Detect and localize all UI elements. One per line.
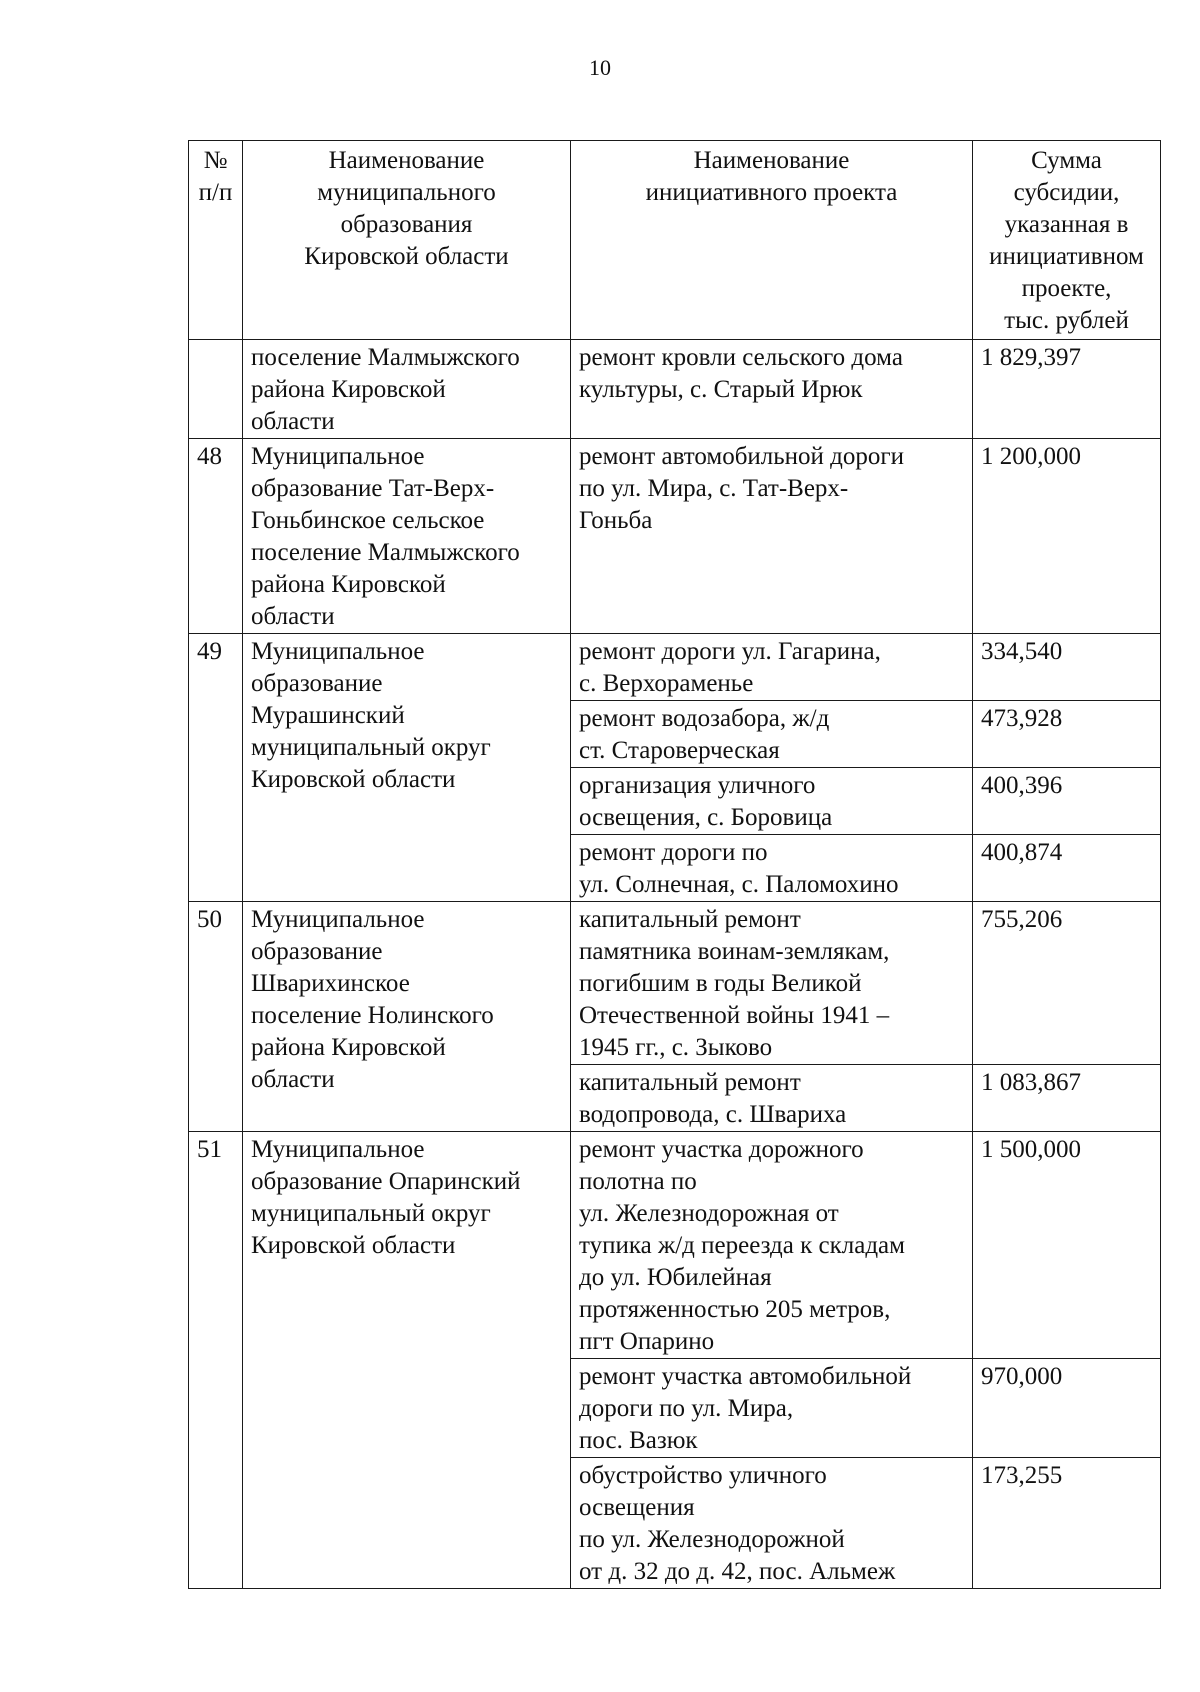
subsidy-amount: 1 200,000 (973, 439, 1161, 634)
municipality-name: Муниципальное образование Шварихинское поселение Нолинского района Кировской области (243, 902, 571, 1132)
project-name: ремонт участка дорожного полотна по ул. Железнодорожная от тупика ж/д переезда к складам до ул. Юбилейная протяженностью 205 метров, пгт Опарино (571, 1132, 973, 1359)
project-name: капитальный ремонт водопровода, с. Швариха (571, 1065, 973, 1132)
subsidy-amount: 400,874 (973, 835, 1161, 902)
header-municipality: Наименование муниципального образования Кировской области (243, 141, 571, 340)
project-name: организация уличного освещения, с. Боровица (571, 768, 973, 835)
project-name: ремонт дороги ул. Гагарина, с. Верхораменье (571, 634, 973, 701)
subsidy-amount: 473,928 (973, 701, 1161, 768)
project-name: капитальный ремонт памятника воинам-землякам, погибшим в годы Великой Отечественной войны 1941 – 1945 гг., с. Зыково (571, 902, 973, 1065)
header-number: № п/п (189, 141, 243, 340)
row-number: 50 (189, 902, 243, 1132)
project-name: ремонт кровли сельского дома культуры, с. Старый Ирюк (571, 340, 973, 439)
subsidy-amount: 970,000 (973, 1359, 1161, 1458)
subsidy-amount: 1 829,397 (973, 340, 1161, 439)
municipality-name: поселение Малмыжского района Кировской области (243, 340, 571, 439)
subsidy-amount: 1 083,867 (973, 1065, 1161, 1132)
row-number: 49 (189, 634, 243, 902)
page-number: 10 (589, 55, 611, 80)
table-row (189, 634, 1161, 701)
table-row (189, 340, 1161, 439)
subsidy-amount: 400,396 (973, 768, 1161, 835)
row-number (189, 340, 243, 439)
municipality-name: Муниципальное образование Тат-Верх- Гоньбинское сельское поселение Малмыжского района Кировской области (243, 439, 571, 634)
table-row (189, 902, 1161, 1065)
subsidy-amount: 334,540 (973, 634, 1161, 701)
project-name: обустройство уличного освещения по ул. Железнодорожной от д. 32 до д. 42, пос. Альмеж (571, 1458, 973, 1589)
municipality-name: Муниципальное образование Мурашинский муниципальный округ Кировской области (243, 634, 571, 902)
subsidy-table (188, 140, 1161, 1589)
row-number: 51 (189, 1132, 243, 1589)
municipality-name: Муниципальное образование Опаринский муниципальный округ Кировской области (243, 1132, 571, 1589)
row-number: 48 (189, 439, 243, 634)
subsidy-amount: 1 500,000 (973, 1132, 1161, 1359)
header-project: Наименование инициативного проекта (571, 141, 973, 340)
header-sum: Сумма субсидии, указанная в инициативном проекте, тыс. рублей (973, 141, 1161, 340)
project-name: ремонт участка автомобильной дороги по ул. Мира, пос. Вазюк (571, 1359, 973, 1458)
project-name: ремонт водозабора, ж/д ст. Староверческая (571, 701, 973, 768)
project-name: ремонт дороги по ул. Солнечная, с. Паломохино (571, 835, 973, 902)
project-name: ремонт автомобильной дороги по ул. Мира, с. Тат-Верх- Гоньба (571, 439, 973, 634)
table-row (189, 1132, 1161, 1359)
subsidy-amount: 755,206 (973, 902, 1161, 1065)
table-header-row (189, 141, 1161, 340)
table-row (189, 439, 1161, 634)
subsidy-amount: 173,255 (973, 1458, 1161, 1589)
